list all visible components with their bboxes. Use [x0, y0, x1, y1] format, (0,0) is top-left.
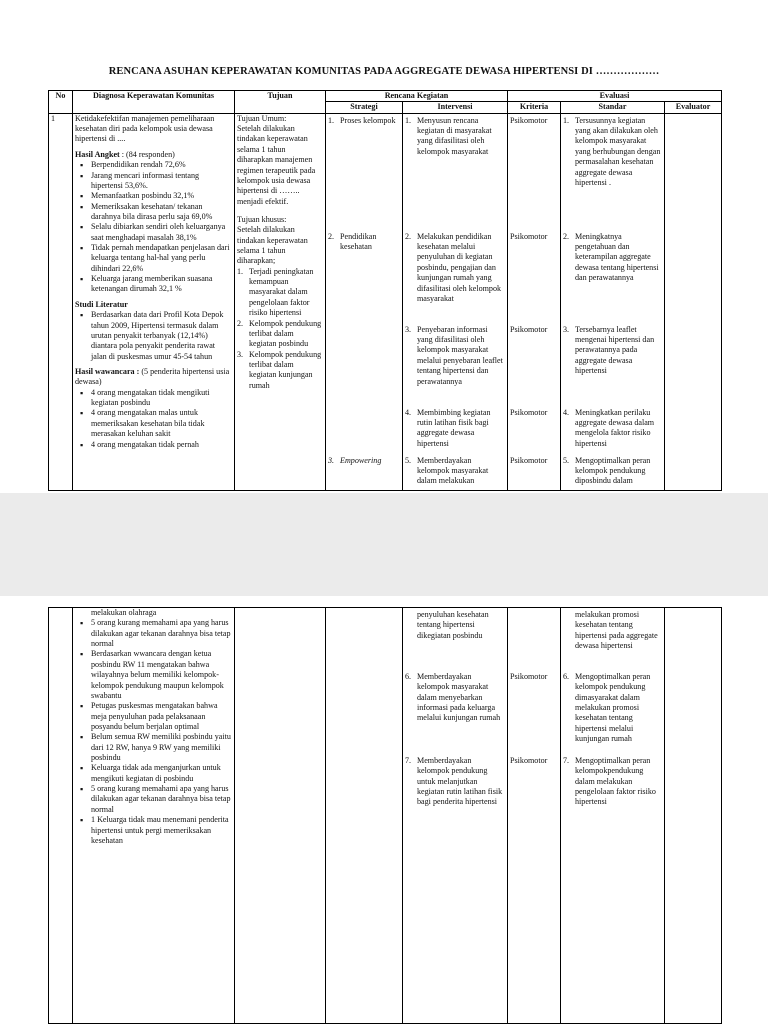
header-evaluator: Evaluator	[665, 102, 722, 113]
intervensi-item: 6. Memberdayakan kelompok masyarakat dalam menyebarkan informasi pada keluarga melalui kunjungan rumah	[405, 672, 501, 723]
strategi-item: 2. Pendidikan kesehatan	[328, 231, 377, 252]
list-item: ▪ Berdasarkan wwancara dengan ketua posbindu RW 11 mengatakan bahwa wilayahnya belum memiliki kelompok-kelompok pendukung maupun kelompok swabantu	[91, 649, 232, 701]
tujuan-umum-text: Setelah dilakukan tindakan keperawatan selama 1 tahun diharapkan manajemen regimen terapeutik pada kelompok usia dewasa hipertensi di …….. menjadi efektif.	[237, 124, 316, 206]
cell-intervensi	[403, 113, 508, 490]
list-item: ▪ 5 orang kurang memahami apa yang harus dilakukan agar tekanan darahnya bisa tetap normal	[91, 784, 232, 815]
header-evaluasi: Evaluasi	[508, 91, 722, 102]
header-rencana: Rencana Kegiatan	[326, 91, 508, 102]
list-item: ▪ Keluarga tidak ada menganjurkan untuk mengikuti kegiatan di posbindu	[91, 763, 232, 784]
intervensi-item: 7. Memberdayakan kelompok pendukung untuk melanjutkan kegiatan rutin latihan fisik bagi penderita hipertensi	[405, 756, 503, 807]
cell-diagnosa	[73, 608, 235, 1024]
cell-no	[49, 608, 73, 1024]
document-page-2	[0, 596, 768, 1024]
standar-item: 5. Mengoptimalkan peran kelompok pendukung diposbindu dalam	[563, 455, 651, 486]
list-item: ▪ 4 orang mengatakan tidak pernah	[91, 440, 232, 450]
intervensi-item: 3. Penyebaran informasi yang difasilitasi oleh kelompok masyarakat melalui penyebaran leaflet tentang hipertensi dan perawatannya	[405, 324, 503, 386]
table-row	[49, 608, 722, 1024]
standar-continued: melakukan promosi kesehatan tentang hipertensi pada aggregate dewasa hipertensi	[575, 610, 658, 651]
list-item: ▪ Keluarga jarang memberikan suasana ketenangan dirumah 32,1 %	[91, 274, 232, 295]
cell-evaluator	[665, 113, 722, 490]
list-item: ▪ Tidak pernah mendapatkan penjelasan dari keluarga tentang hal-hal yang perlu dihindari 22,6%	[91, 243, 232, 274]
studi-literatur-heading: Studi Literatur	[75, 299, 128, 309]
list-item: ▪ 4 orang mengatakan tidak mengikuti kegiatan posbindu	[91, 388, 232, 409]
wawancara-continued: melakukan olahraga	[91, 608, 157, 617]
intervensi-item: 2. Melakukan pendidikan kesehatan melalui penyuluhan di kegiatan posbindu, pengajian dan kunjungan rumah yang difasilitasi oleh kelompok masyarakat	[405, 231, 502, 303]
standar-item: 7. Mengoptimalkan peran kelompokpendukung dalam melakukan pengelolaan faktor risiko hipertensi	[563, 756, 656, 807]
hasil-wawancara-list	[75, 388, 232, 450]
list-item: ▪ Belum semua RW memiliki posbindu yaitu dari 12 RW, hanya 9 RW yang memiliki posbindu	[91, 732, 232, 763]
list-item: ▪ Petugas puskesmas mengatakan bahwa meja penyuluhan pada pelaksanaan posyandu belum berjalan optimal	[91, 701, 232, 732]
standar-item: 4. Meningkatkan perilaku aggregate dewasa dalam mengelola faktor risiko hipertensi	[563, 407, 655, 448]
header-no: No	[49, 91, 73, 114]
kriteria-label: Psikomotor	[510, 324, 548, 334]
header-diagnosa: Diagnosa Keperawatan Komunitas	[73, 91, 235, 114]
document-title: RENCANA ASUHAN KEPERAWATAN KOMUNITAS PADA AGGREGATE DEWASA HIPERTENSI DI ………………	[108, 66, 660, 77]
intervensi-item: 4. Membimbing kegiatan rutin latihan fisik bagi aggregate dewasa hipertensi	[405, 407, 491, 448]
standar-item: 3. Tersebarnya leaflet mengenai hipertensi dan perawatannya pada aggregate dewasa hipertensi	[563, 324, 655, 376]
list-item: ▪ Jarang mencari informasi tentang hipertensi 53,6%.	[91, 171, 232, 192]
tujuan-khusus-text: Setelah dilakukan tindakan keperawatan selama 1 tahun diharapkan;	[237, 225, 308, 266]
kriteria-label: Psikomotor	[510, 756, 548, 765]
strategi-item: 1. Proses kelompok	[328, 115, 396, 125]
standar-item: 6. Mengoptimalkan peran kelompok pendukung dimasyarakat dalam melakukan promosi kesehatan tentang hipertensi melalui kunjungan rumah	[563, 672, 651, 744]
strategi-item: 3. Empowering	[328, 455, 382, 465]
header-row-1	[49, 91, 722, 102]
cell-standar	[561, 608, 665, 1024]
cell-evaluator	[665, 608, 722, 1024]
cell-tujuan	[235, 113, 326, 490]
cell-standar	[561, 113, 665, 490]
kriteria-label: Psikomotor	[510, 672, 548, 681]
header-kriteria: Kriteria	[508, 102, 561, 113]
intervensi-item: 1. Menyusun rencana kegiatan di masyarakat yang difasilitasi oleh kelompok masyarakat	[405, 115, 492, 156]
hasil-angket-list	[75, 160, 232, 295]
hasil-angket-heading: Hasil Angket : (84 responden)	[75, 149, 175, 159]
intervensi-item: 5. Memberdayakan kelompok masyarakat dalam melakukan	[405, 455, 489, 486]
intervensi-continued: penyuluhan kesehatan tentang hipertensi dikegiatan posbindu	[417, 610, 489, 640]
kriteria-label: Psikomotor	[510, 455, 548, 465]
cell-kriteria	[508, 113, 561, 490]
tujuan-item: 2. Kelompok pendukung terlibat dalam kegiatan posbindu	[237, 318, 322, 349]
kriteria-label: Psikomotor	[510, 115, 548, 125]
list-item: ▪ 4 orang mengatakan malas untuk memeriksakan kesehatan bila tidak merasakan keluhan sakit	[91, 408, 232, 439]
cell-strategi	[326, 608, 403, 1024]
care-plan-table	[48, 90, 722, 491]
diagnosa-intro: Ketidakefektifan manajemen pemeliharaan kesehatan diri pada kelompok usia dewasa hipertensi di ....	[75, 113, 215, 144]
hasil-wawancara-list-continued	[75, 618, 232, 846]
document-page-1	[0, 0, 768, 493]
list-item: ▪ Berpendidikan rendah 72,6%	[91, 160, 232, 170]
standar-item: 2. Meningkatnya pengetahuan dan keterampilan aggregate dewasa tentang hipertensi dan perawatannya	[563, 231, 659, 283]
list-item: ▪ Selalu dibiarkan sendiri oleh keluarganya saat menghadapi masalah 38,1%	[91, 222, 232, 243]
standar-item: 1. Tersusunnya kegiatan yang akan dilakukan oleh kelompok masyarakat yang berhubungan dengan permasalahan kesehatan aggregate dewasa hipertensi .	[563, 115, 661, 187]
tujuan-khusus-heading: Tujuan khusus:	[237, 214, 287, 224]
cell-strategi	[326, 113, 403, 490]
header-tujuan: Tujuan	[235, 91, 326, 114]
tujuan-umum-heading: Tujuan Umum:	[237, 113, 287, 123]
list-item: ▪ Memeriksakan kesehatan/ tekanan darahnya bila dirasa perlu saja 69,0%	[91, 202, 232, 223]
table-row	[49, 113, 722, 490]
cell-kriteria	[508, 608, 561, 1024]
list-item: ▪ Memanfaatkan posbindu 32,1%	[91, 191, 232, 201]
list-item: ▪ Berdasarkan data dari Profil Kota Depok tahun 2009, Hipertensi termasuk dalam urutan penyakit terbanyak (12,14%) diantara pola penyakit penderita rawat jalan di puskesmas umur 45-54 tahun	[91, 310, 232, 362]
header-strategi: Strategi	[326, 102, 403, 113]
tujuan-item: 3. Kelompok pendukung terlibat dalam kegiatan kunjungan rumah	[237, 349, 322, 390]
tujuan-item: 1. Terjadi peningkatan kemampuan masyarakat dalam pengelolaan faktor risiko hipertensi	[237, 266, 314, 318]
cell-tujuan	[235, 608, 326, 1024]
kriteria-label: Psikomotor	[510, 231, 548, 241]
list-item: ▪ 1 Keluarga tidak mau menemani penderita hipertensi untuk pergi memeriksakan kesehatan	[91, 815, 232, 846]
hasil-wawancara-heading: Hasil wawancara : (5 penderita hipertensi usia dewasa)	[75, 366, 230, 387]
header-intervensi: Intervensi	[403, 102, 508, 113]
cell-no: 1	[49, 113, 73, 490]
kriteria-label: Psikomotor	[510, 407, 548, 417]
header-standar: Standar	[561, 102, 665, 113]
care-plan-table-continued	[48, 607, 722, 1024]
cell-intervensi	[403, 608, 508, 1024]
studi-literatur-list	[75, 310, 232, 362]
cell-diagnosa	[73, 113, 235, 490]
list-item: ▪ 5 orang kurang memahami apa yang harus dilakukan agar tekanan darahnya bisa tetap normal	[91, 618, 232, 649]
